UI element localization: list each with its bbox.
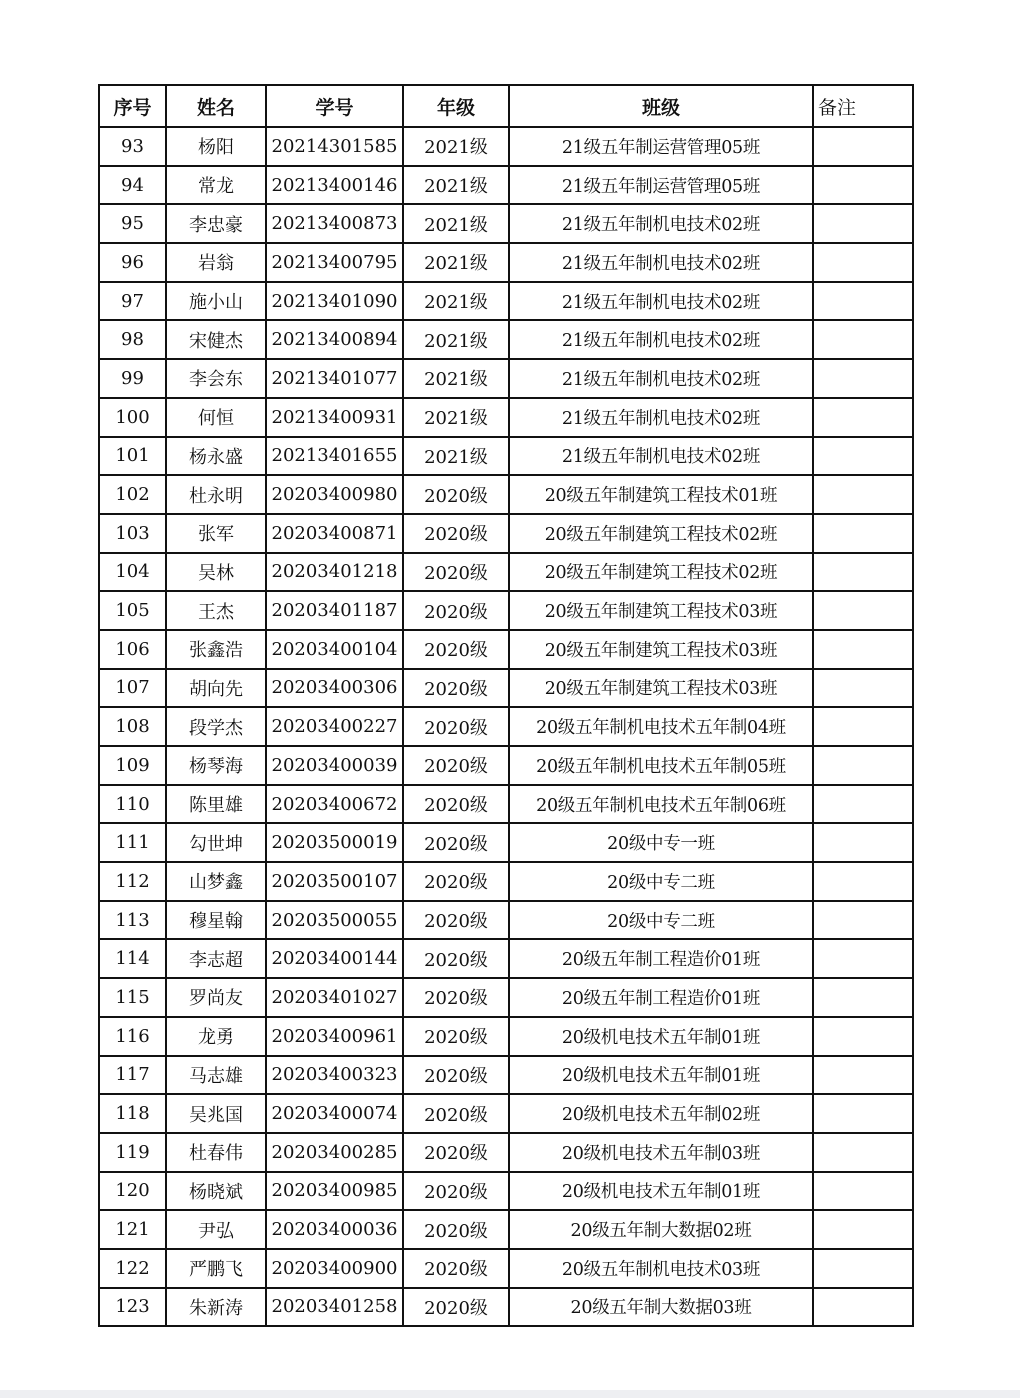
cell-note (813, 669, 913, 708)
cell-student-id: 20203401258 (266, 1288, 403, 1327)
cell-student-id: 20203401027 (266, 978, 403, 1017)
cell-name: 杜春伟 (166, 1133, 266, 1172)
cell-name: 朱新涛 (166, 1288, 266, 1327)
cell-grade: 2020级 (403, 1094, 509, 1133)
cell-student-id: 20203400900 (266, 1249, 403, 1288)
cell-name: 山梦鑫 (166, 862, 266, 901)
cell-note (813, 591, 913, 630)
cell-student-id: 20203400871 (266, 514, 403, 553)
cell-student-id: 20203500019 (266, 823, 403, 862)
cell-class: 20级机电技术五年制01班 (509, 1056, 813, 1095)
cell-grade: 2021级 (403, 320, 509, 359)
cell-name: 张鑫浩 (166, 630, 266, 669)
cell-class: 20级五年制建筑工程技术02班 (509, 553, 813, 592)
table-row (99, 359, 913, 398)
cell-note (813, 901, 913, 940)
cell-name: 胡向先 (166, 669, 266, 708)
table-row (99, 746, 913, 785)
table-row (99, 1017, 913, 1056)
cell-name: 陈里雄 (166, 785, 266, 824)
cell-student-id: 20203400144 (266, 939, 403, 978)
student-roster-table (98, 84, 914, 1327)
cell-note (813, 553, 913, 592)
cell-class: 20级机电技术五年制01班 (509, 1017, 813, 1056)
cell-note (813, 475, 913, 514)
cell-name: 常龙 (166, 166, 266, 205)
cell-seq: 105 (99, 591, 166, 630)
cell-name: 勾世坤 (166, 823, 266, 862)
cell-class: 20级五年制工程造价01班 (509, 978, 813, 1017)
cell-note (813, 1172, 913, 1211)
table-row (99, 204, 913, 243)
cell-note (813, 746, 913, 785)
table-row (99, 785, 913, 824)
cell-class: 21级五年制机电技术02班 (509, 204, 813, 243)
cell-class: 20级五年制建筑工程技术03班 (509, 591, 813, 630)
header-student-id: 学号 (266, 85, 403, 127)
cell-note (813, 939, 913, 978)
cell-seq: 100 (99, 398, 166, 437)
table-row (99, 823, 913, 862)
cell-student-id: 20203400104 (266, 630, 403, 669)
cell-grade: 2020级 (403, 1133, 509, 1172)
cell-grade: 2021级 (403, 243, 509, 282)
cell-class: 20级五年制机电技术03班 (509, 1249, 813, 1288)
cell-class: 21级五年制机电技术02班 (509, 282, 813, 321)
table-row (99, 243, 913, 282)
cell-seq: 98 (99, 320, 166, 359)
cell-seq: 108 (99, 707, 166, 746)
table-row (99, 630, 913, 669)
cell-class: 20级五年制机电技术五年制05班 (509, 746, 813, 785)
cell-seq: 96 (99, 243, 166, 282)
table-row (99, 1056, 913, 1095)
cell-note (813, 1094, 913, 1133)
cell-class: 21级五年制机电技术02班 (509, 243, 813, 282)
cell-student-id: 20203400961 (266, 1017, 403, 1056)
cell-class: 21级五年制机电技术02班 (509, 359, 813, 398)
table-row (99, 1210, 913, 1249)
cell-student-id: 20213400894 (266, 320, 403, 359)
cell-name: 罗尚友 (166, 978, 266, 1017)
header-seq: 序号 (99, 85, 166, 127)
cell-class: 20级机电技术五年制03班 (509, 1133, 813, 1172)
cell-name: 严鹏飞 (166, 1249, 266, 1288)
cell-note (813, 707, 913, 746)
cell-class: 20级机电技术五年制01班 (509, 1172, 813, 1211)
cell-grade: 2021级 (403, 204, 509, 243)
cell-grade: 2020级 (403, 785, 509, 824)
table-row (99, 514, 913, 553)
cell-seq: 111 (99, 823, 166, 862)
cell-class: 20级中专二班 (509, 862, 813, 901)
cell-student-id: 20203401218 (266, 553, 403, 592)
cell-grade: 2020级 (403, 823, 509, 862)
table-row (99, 475, 913, 514)
cell-student-id: 20203500055 (266, 901, 403, 940)
cell-seq: 118 (99, 1094, 166, 1133)
cell-name: 龙勇 (166, 1017, 266, 1056)
cell-class: 21级五年制机电技术02班 (509, 320, 813, 359)
cell-seq: 99 (99, 359, 166, 398)
cell-grade: 2020级 (403, 514, 509, 553)
table-row (99, 862, 913, 901)
cell-name: 李会东 (166, 359, 266, 398)
cell-seq: 114 (99, 939, 166, 978)
cell-note (813, 630, 913, 669)
cell-student-id: 20203401187 (266, 591, 403, 630)
cell-grade: 2020级 (403, 901, 509, 940)
cell-note (813, 823, 913, 862)
cell-note (813, 359, 913, 398)
cell-student-id: 20203400285 (266, 1133, 403, 1172)
table-row (99, 553, 913, 592)
cell-name: 杨晓斌 (166, 1172, 266, 1211)
header-class: 班级 (509, 85, 813, 127)
cell-note (813, 1288, 913, 1327)
cell-student-id: 20203400323 (266, 1056, 403, 1095)
cell-name: 杨永盛 (166, 437, 266, 476)
cell-class: 20级中专二班 (509, 901, 813, 940)
cell-grade: 2020级 (403, 630, 509, 669)
cell-student-id: 20213400795 (266, 243, 403, 282)
cell-grade: 2021级 (403, 127, 509, 166)
cell-name: 李志超 (166, 939, 266, 978)
table-row (99, 707, 913, 746)
cell-seq: 101 (99, 437, 166, 476)
cell-seq: 121 (99, 1210, 166, 1249)
cell-class: 20级五年制建筑工程技术02班 (509, 514, 813, 553)
cell-seq: 112 (99, 862, 166, 901)
header-note: 备注 (813, 85, 913, 127)
cell-note (813, 320, 913, 359)
cell-grade: 2020级 (403, 978, 509, 1017)
cell-class: 20级五年制大数据03班 (509, 1288, 813, 1327)
cell-grade: 2020级 (403, 591, 509, 630)
cell-name: 段学杰 (166, 707, 266, 746)
table-row (99, 591, 913, 630)
cell-note (813, 862, 913, 901)
cell-grade: 2020级 (403, 939, 509, 978)
cell-seq: 116 (99, 1017, 166, 1056)
cell-grade: 2021级 (403, 359, 509, 398)
cell-note (813, 398, 913, 437)
cell-class: 20级五年制机电技术五年制04班 (509, 707, 813, 746)
cell-grade: 2020级 (403, 1017, 509, 1056)
cell-seq: 120 (99, 1172, 166, 1211)
cell-grade: 2020级 (403, 1288, 509, 1327)
cell-student-id: 20203400227 (266, 707, 403, 746)
cell-seq: 119 (99, 1133, 166, 1172)
cell-grade: 2021级 (403, 398, 509, 437)
cell-class: 21级五年制机电技术02班 (509, 437, 813, 476)
cell-name: 何恒 (166, 398, 266, 437)
cell-name: 宋健杰 (166, 320, 266, 359)
cell-note (813, 437, 913, 476)
cell-grade: 2021级 (403, 166, 509, 205)
table-row (99, 398, 913, 437)
cell-grade: 2020级 (403, 475, 509, 514)
cell-seq: 109 (99, 746, 166, 785)
cell-grade: 2020级 (403, 707, 509, 746)
cell-grade: 2020级 (403, 1172, 509, 1211)
table-row (99, 166, 913, 205)
cell-seq: 104 (99, 553, 166, 592)
cell-grade: 2020级 (403, 669, 509, 708)
cell-student-id: 20213401090 (266, 282, 403, 321)
cell-note (813, 127, 913, 166)
cell-class: 20级五年制建筑工程技术01班 (509, 475, 813, 514)
cell-student-id: 20203400074 (266, 1094, 403, 1133)
cell-student-id: 20213401655 (266, 437, 403, 476)
cell-name: 李忠豪 (166, 204, 266, 243)
table-body (99, 127, 913, 1326)
cell-note (813, 243, 913, 282)
cell-note (813, 1056, 913, 1095)
cell-seq: 113 (99, 901, 166, 940)
cell-student-id: 20203400980 (266, 475, 403, 514)
cell-grade: 2021级 (403, 437, 509, 476)
table-row (99, 669, 913, 708)
cell-seq: 117 (99, 1056, 166, 1095)
cell-student-id: 20203400036 (266, 1210, 403, 1249)
cell-grade: 2020级 (403, 1210, 509, 1249)
cell-student-id: 20203500107 (266, 862, 403, 901)
table-row (99, 127, 913, 166)
cell-seq: 115 (99, 978, 166, 1017)
cell-class: 20级五年制建筑工程技术03班 (509, 630, 813, 669)
cell-note (813, 204, 913, 243)
cell-class: 21级五年制机电技术02班 (509, 398, 813, 437)
cell-note (813, 282, 913, 321)
cell-name: 马志雄 (166, 1056, 266, 1095)
cell-name: 王杰 (166, 591, 266, 630)
cell-note (813, 1133, 913, 1172)
cell-seq: 93 (99, 127, 166, 166)
cell-grade: 2021级 (403, 282, 509, 321)
cell-name: 杨阳 (166, 127, 266, 166)
cell-seq: 97 (99, 282, 166, 321)
cell-name: 杨琴海 (166, 746, 266, 785)
table-row (99, 978, 913, 1017)
cell-name: 施小山 (166, 282, 266, 321)
table-row (99, 282, 913, 321)
header-name: 姓名 (166, 85, 266, 127)
cell-student-id: 20213400146 (266, 166, 403, 205)
cell-seq: 94 (99, 166, 166, 205)
cell-seq: 123 (99, 1288, 166, 1327)
cell-class: 20级五年制大数据02班 (509, 1210, 813, 1249)
cell-note (813, 1249, 913, 1288)
table-row (99, 939, 913, 978)
table-header (99, 85, 913, 127)
cell-grade: 2020级 (403, 1249, 509, 1288)
cell-class: 21级五年制运营管理05班 (509, 166, 813, 205)
cell-student-id: 20203400985 (266, 1172, 403, 1211)
table-row (99, 1249, 913, 1288)
cell-grade: 2020级 (403, 862, 509, 901)
cell-student-id: 20213401077 (266, 359, 403, 398)
cell-seq: 122 (99, 1249, 166, 1288)
cell-grade: 2020级 (403, 746, 509, 785)
cell-class: 20级中专一班 (509, 823, 813, 862)
cell-seq: 107 (99, 669, 166, 708)
cell-name: 吴兆国 (166, 1094, 266, 1133)
cell-name: 穆星翰 (166, 901, 266, 940)
cell-note (813, 978, 913, 1017)
cell-grade: 2020级 (403, 553, 509, 592)
cell-seq: 106 (99, 630, 166, 669)
table-row (99, 437, 913, 476)
cell-name: 岩翁 (166, 243, 266, 282)
table-row (99, 1133, 913, 1172)
cell-name: 吴林 (166, 553, 266, 592)
cell-grade: 2020级 (403, 1056, 509, 1095)
table-row (99, 320, 913, 359)
cell-class: 20级五年制机电技术五年制06班 (509, 785, 813, 824)
cell-note (813, 514, 913, 553)
cell-note (813, 166, 913, 205)
cell-seq: 95 (99, 204, 166, 243)
cell-seq: 102 (99, 475, 166, 514)
table-row (99, 1172, 913, 1211)
table-row (99, 1288, 913, 1327)
table-row (99, 901, 913, 940)
cell-class: 20级机电技术五年制02班 (509, 1094, 813, 1133)
cell-student-id: 20203400306 (266, 669, 403, 708)
cell-name: 尹弘 (166, 1210, 266, 1249)
page-bottom-edge (0, 1390, 1020, 1398)
cell-seq: 110 (99, 785, 166, 824)
cell-class: 21级五年制运营管理05班 (509, 127, 813, 166)
cell-note (813, 785, 913, 824)
cell-class: 20级五年制建筑工程技术03班 (509, 669, 813, 708)
header-row (99, 85, 913, 127)
cell-student-id: 20203400672 (266, 785, 403, 824)
table-row (99, 1094, 913, 1133)
cell-student-id: 20214301585 (266, 127, 403, 166)
cell-note (813, 1017, 913, 1056)
cell-student-id: 20213400931 (266, 398, 403, 437)
cell-class: 20级五年制工程造价01班 (509, 939, 813, 978)
cell-name: 杜永明 (166, 475, 266, 514)
header-grade: 年级 (403, 85, 509, 127)
cell-name: 张军 (166, 514, 266, 553)
cell-student-id: 20213400873 (266, 204, 403, 243)
cell-student-id: 20203400039 (266, 746, 403, 785)
cell-note (813, 1210, 913, 1249)
cell-seq: 103 (99, 514, 166, 553)
